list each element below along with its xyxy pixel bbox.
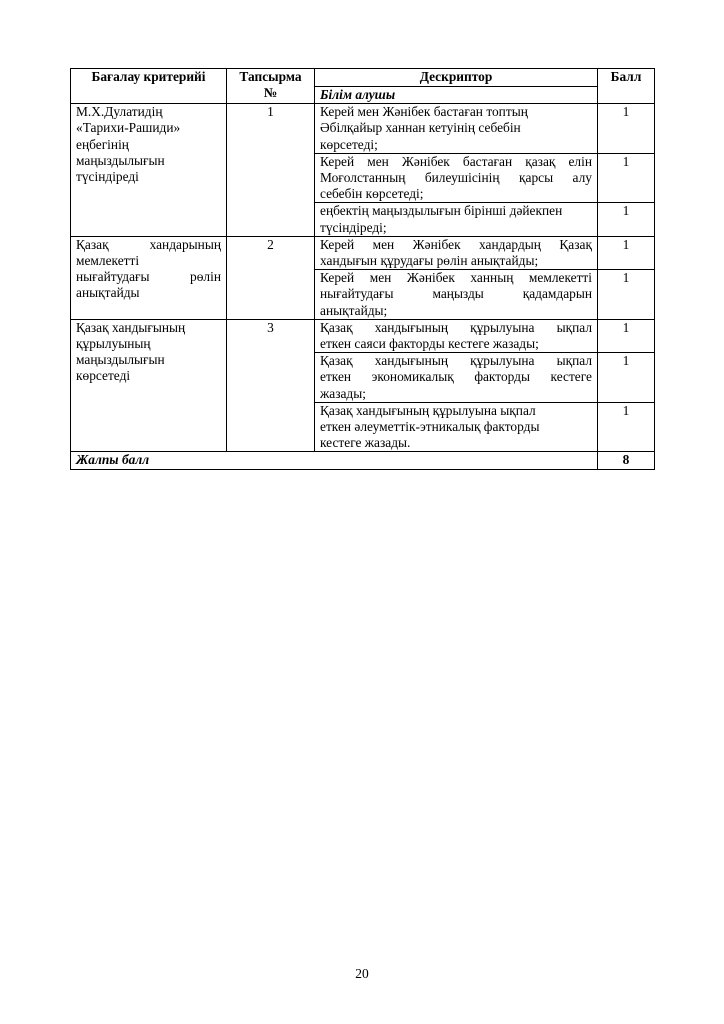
criterion-line: анықтайды xyxy=(76,285,140,301)
criterion-line: түсіндіреді xyxy=(76,169,139,185)
descriptor-line: Керей мен Жәнібек бастаған қазақ елін xyxy=(320,153,592,169)
descriptor-cell xyxy=(315,104,598,154)
table-row xyxy=(71,319,655,352)
header-descriptor-subtitle: Білім алушы xyxy=(315,87,598,104)
criterion-line: «Тарихи-Рашиди» xyxy=(76,120,181,136)
descriptor-line: себебін көрсетеді; xyxy=(320,186,424,202)
criterion-line: еңбегінің xyxy=(76,136,129,152)
descriptor-cell xyxy=(315,236,598,269)
score-cell: 1 xyxy=(598,203,655,236)
descriptor-line: анықтайды; xyxy=(320,302,388,318)
task-number-cell: 3 xyxy=(227,319,315,452)
criterion-line: көрсетеді xyxy=(76,368,131,384)
descriptor-cell xyxy=(315,319,598,352)
descriptor-line: Моғолстанның билеушісінің қарсы алу xyxy=(320,170,592,186)
score-cell: 1 xyxy=(598,270,655,320)
task-number-cell: 2 xyxy=(227,236,315,319)
descriptor-line: кестеге жазады. xyxy=(320,435,411,451)
criterion-line: Қазақ хандығының xyxy=(76,319,186,335)
criterion-line: нығайтудағы рөлін xyxy=(76,269,221,285)
header-task-label: Тапсырма xyxy=(239,69,302,84)
page-number: 20 xyxy=(355,966,369,981)
criterion-line: М.Х.Дулатидің xyxy=(76,104,163,120)
descriptor-line: Керей мен Жәнібек хандардың Қазақ xyxy=(320,236,592,252)
criterion-line: маңыздылығын xyxy=(76,352,165,368)
descriptor-cell xyxy=(315,203,598,236)
table-row xyxy=(71,236,655,269)
descriptor-line: еткен саяси факторды кестеге жазады; xyxy=(320,336,539,352)
header-score: Балл xyxy=(598,69,655,104)
descriptor-line: Қазақ хандығының құрылуына ықпал xyxy=(320,319,592,335)
task-number-cell: 1 xyxy=(227,104,315,237)
descriptor-cell xyxy=(315,402,598,452)
criterion-line: Қазақ хандарының xyxy=(76,236,221,252)
header-task-number xyxy=(227,69,315,104)
descriptor-line: Қазақ хандығының құрылуына ықпал xyxy=(320,353,592,369)
descriptor-line: Қазақ хандығының құрылуына ықпал xyxy=(320,402,536,418)
score-cell: 1 xyxy=(598,153,655,203)
total-row xyxy=(71,452,655,469)
descriptor-line: жазады; xyxy=(320,385,366,401)
total-label: Жалпы балл xyxy=(71,452,598,469)
header-row xyxy=(71,69,655,87)
descriptor-line: хандығын құрудағы рөлін анықтайды; xyxy=(320,253,539,269)
assessment-rubric-table xyxy=(70,68,655,470)
score-cell: 1 xyxy=(598,319,655,352)
descriptor-line: еткен экономикалық факторды кестеге xyxy=(320,369,592,385)
criterion-cell xyxy=(71,236,227,319)
header-criterion: Бағалау критерийі xyxy=(71,69,227,104)
descriptor-line: еңбектің маңыздылығын бірінші дәйекпен xyxy=(320,203,563,219)
criterion-cell xyxy=(71,319,227,452)
descriptor-line: еткен әлеуметтік-этникалық факторды xyxy=(320,419,540,435)
total-score: 8 xyxy=(598,452,655,469)
table-row xyxy=(71,104,655,154)
score-cell: 1 xyxy=(598,236,655,269)
criterion-line: маңыздылығын xyxy=(76,152,165,168)
descriptor-line: Әбілқайыр ханнан кетуінің себебін xyxy=(320,120,521,136)
descriptor-line: Керей мен Жәнібек бастаған топтың xyxy=(320,104,528,120)
descriptor-line: нығайтудағы маңызды қадамдарын xyxy=(320,286,592,302)
descriptor-line: Керей мен Жәнібек ханның мемлекетті xyxy=(320,270,592,286)
descriptor-cell xyxy=(315,353,598,403)
criterion-line: мемлекетті xyxy=(76,253,140,269)
score-cell: 1 xyxy=(598,353,655,403)
criterion-cell xyxy=(71,104,227,237)
header-task-number-sign: № xyxy=(263,85,278,101)
descriptor-cell xyxy=(315,270,598,320)
descriptor-line: түсіндіреді; xyxy=(320,219,387,235)
score-cell: 1 xyxy=(598,104,655,154)
header-descriptor: Дескриптор xyxy=(315,69,598,87)
criterion-line: құрылуының xyxy=(76,336,151,352)
score-cell: 1 xyxy=(598,402,655,452)
descriptor-cell xyxy=(315,153,598,203)
descriptor-line: көрсетеді; xyxy=(320,136,378,152)
